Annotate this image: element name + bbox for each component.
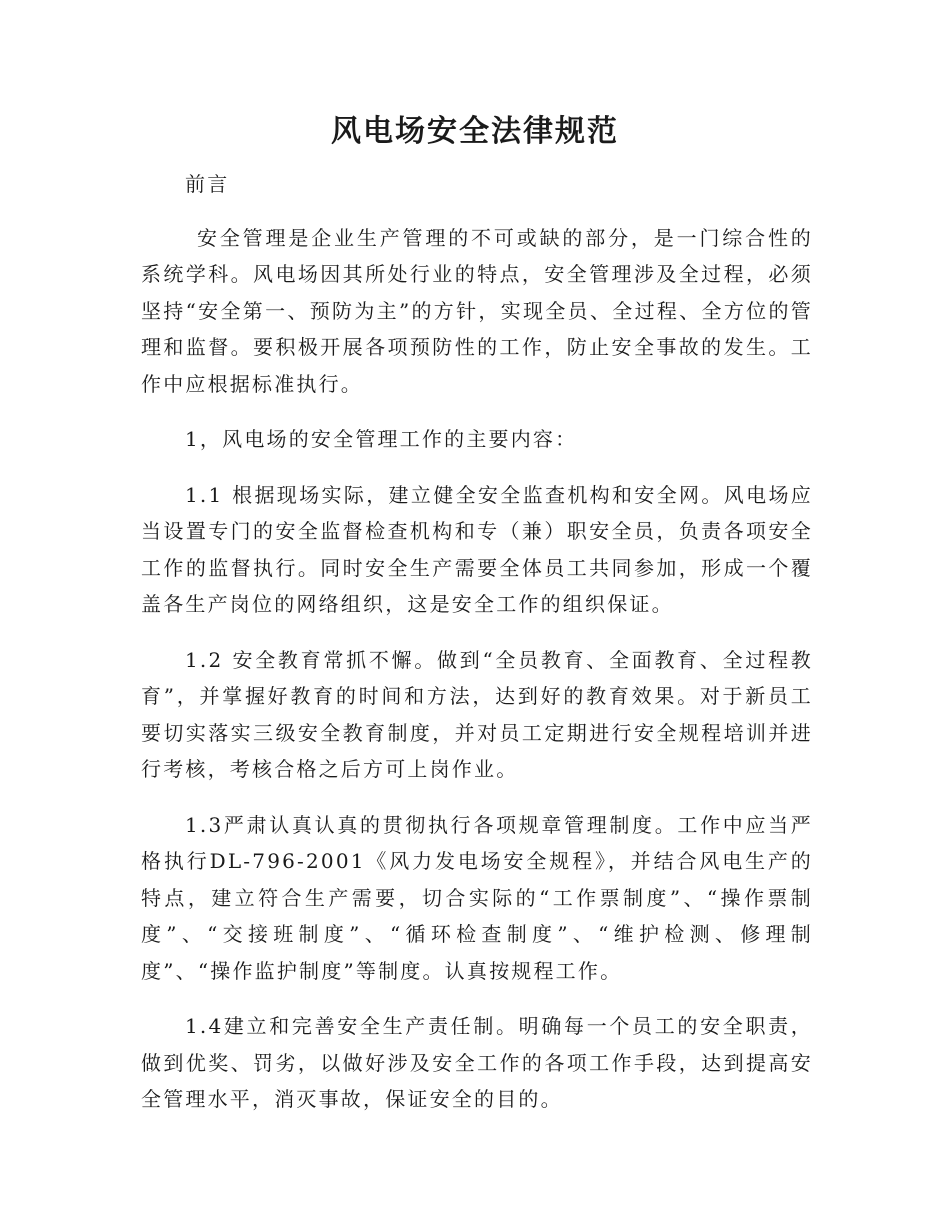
preface-heading: 前言 [185, 172, 230, 196]
intro-paragraph: 安全管理是企业生产管理的不可或缺的部分，是一门综合性的系统学科。风电场因其所处行业的特点，安全管理涉及全过程，必须坚持“安全第一、预防为主”的方针，实现全员、全过程、全方位的管理和监督。要积极开展各项预防性的工作，防止安全事故的发生。工作中应根据标准执行。 [141, 225, 813, 396]
document-body [141, 166, 813, 1137]
section-1-heading: 1，风电场的安全管理工作的主要内容： [185, 427, 578, 451]
section-1-2-paragraph: 1.2 安全教育常抓不懈。做到“全员教育、全面教育、全过程教育”，并掌握好教育的时间和方法，达到好的教育效果。对于新员工要切实落实三级安全教育制度，并对员工定期进行安全规程培训并进行考核，考核合格之后方可上岗作业。 [141, 647, 813, 781]
section-1-3-paragraph: 1.3严肃认真认真的贯彻执行各项规章管理制度。工作中应当严格执行DL-796-2001《风力发电场安全规程》，并结合风电生产的特点，建立符合生产需要，切合实际的“工作票制度”、“操作票制度”、“交接班制度”、“循环检查制度”、“维护检测、修理制度”、“操作监护制度”等制度。认真按规程工作。 [141, 812, 813, 983]
section-1-4-paragraph: 1.4建立和完善安全生产责任制。明确每一个员工的安全职责，做到优奖、罚劣，以做好涉及安全工作的各项工作手段，达到提高安全管理水平，消灭事故，保证安全的目的。 [141, 1014, 813, 1111]
section-1-1-paragraph: 1.1 根据现场实际，建立健全安全监查机构和安全网。风电场应当设置专门的安全监督检查机构和专（兼）职安全员，负责各项安全工作的监督执行。同时安全生产需要全体员工共同参加，形成一个覆盖各生产岗位的网络组织，这是安全工作的组织保证。 [141, 482, 813, 616]
document-title: 风电场安全法律规范 [331, 114, 619, 149]
